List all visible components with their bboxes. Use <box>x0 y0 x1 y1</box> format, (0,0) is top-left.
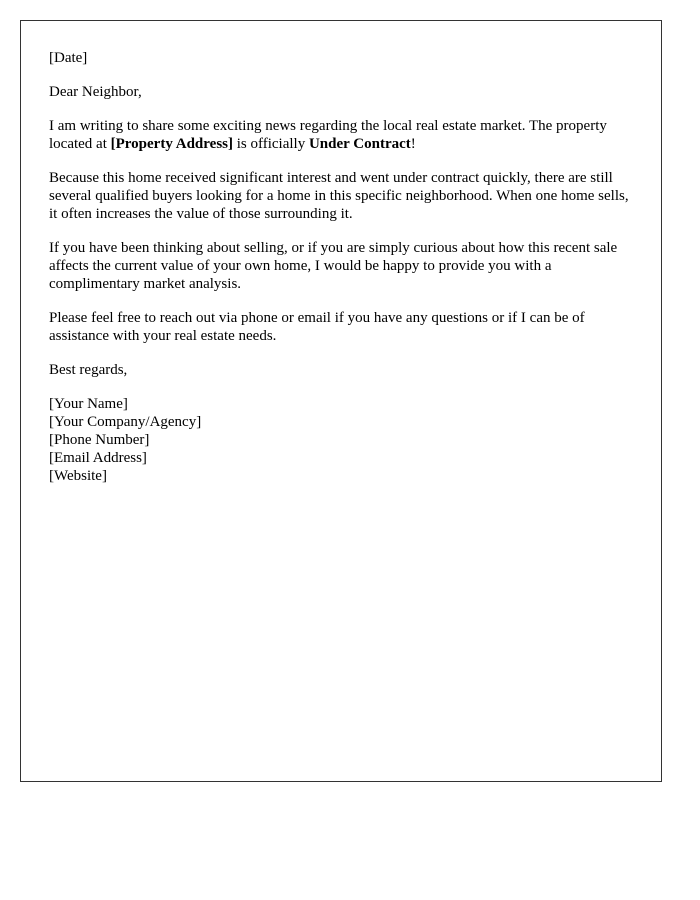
property-address-placeholder: [Property Address] <box>110 136 233 152</box>
letter-body <box>49 49 639 485</box>
signature-name: [Your Name] <box>49 396 128 412</box>
letter-closing: Best regards, <box>49 362 128 378</box>
announcement-text-end: ! <box>410 136 416 152</box>
announcement-text-mid: is officially <box>233 136 309 152</box>
paragraph-contact-invite: Please feel free to reach out via phone or email if you have any questions or if I can be of assistance with your real estate needs. <box>49 310 585 344</box>
letter-salutation: Dear Neighbor, <box>49 84 142 100</box>
letter-date: [Date] <box>49 50 88 66</box>
paragraph-offer-analysis: If you have been thinking about selling, or if you are simply curious about how this recent sale affects the current value of your own home, I would be happy to provide you with a complimentary market analysis. <box>49 240 618 292</box>
letter-page <box>20 20 662 782</box>
signature-email: [Email Address] <box>49 450 147 466</box>
signature-phone: [Phone Number] <box>49 432 150 448</box>
signature-website: [Website] <box>49 468 107 484</box>
signature-block <box>49 395 639 485</box>
signature-company: [Your Company/Agency] <box>49 414 202 430</box>
contract-status: Under Contract <box>308 136 411 152</box>
paragraph-market-interest: Because this home received significant interest and went under contract quickly, there are still several qualified buyers looking for a home in this specific neighborhood. When one home sells, it often increases the value of those surrounding it. <box>49 170 629 222</box>
paragraph-announcement <box>49 117 639 153</box>
announcement-text-start: I am writing to share some exciting news regarding the local real estate market. The property located at <box>49 118 607 152</box>
